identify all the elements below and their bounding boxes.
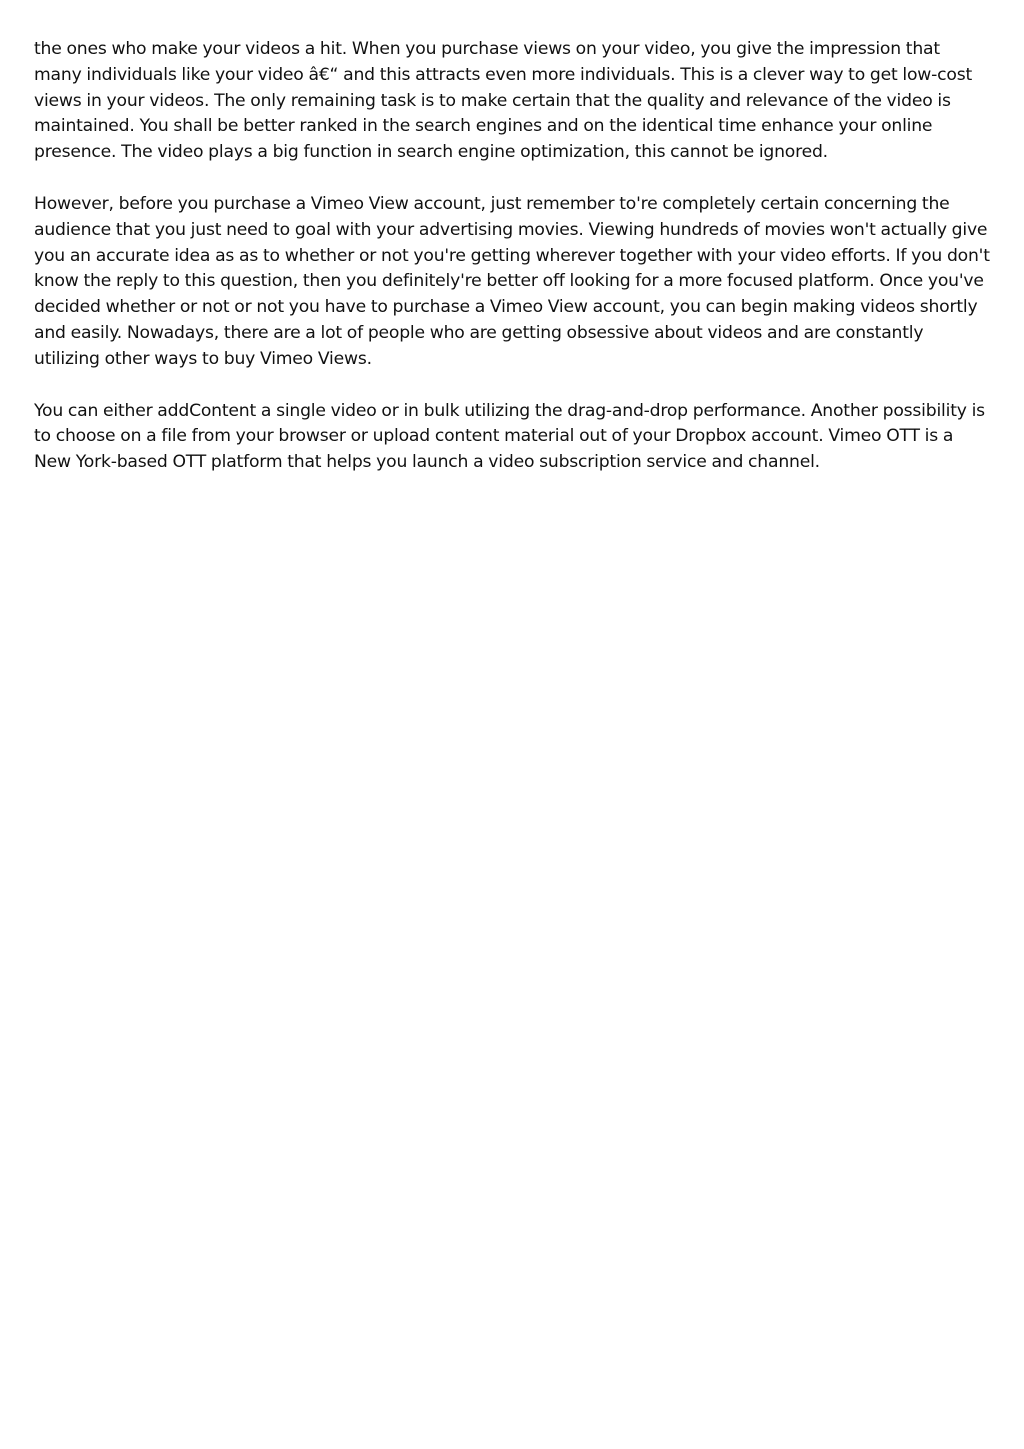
paragraph-3: You can either addContent a single video or in bulk utilizing the drag-and-drop performance. Another possibility is to choose on a file from your browser or upload content material out of your Dropbox account. Vimeo OTT is a New York-based OTT platform that helps you launch a video subscription service and channel. (34, 400, 985, 473)
document-page (34, 37, 992, 502)
paragraph-2: However, before you purchase a Vimeo View account, just remember to're completely certain concerning the audience that you just need to goal with your advertising movies. Viewing hundreds of movies won't actually give you an accurate idea as as to whether or not you're getting wherever together with your video efforts. If you don't know the reply to this question, then you definitely're better off looking for a more focused platform. Once you've decided whether or not or not you have to purchase a Vimeo View account, you can begin making videos shortly and easily. Nowadays, there are a lot of people who are getting obsessive about videos and are constantly utilizing other ways to buy Vimeo Views. (34, 193, 990, 369)
paragraph-1: the ones who make your videos a hit. When you purchase views on your video, you give the impression that many individuals like your video â€“ and this attracts even more individuals. This is a clever way to get low-cost views in your videos. The only remaining task is to make certain that the quality and relevance of the video is maintained. You shall be better ranked in the search engines and on the identical time enhance your online presence. The video plays a big function in search engine optimization, this cannot be ignored. (34, 39, 972, 163)
